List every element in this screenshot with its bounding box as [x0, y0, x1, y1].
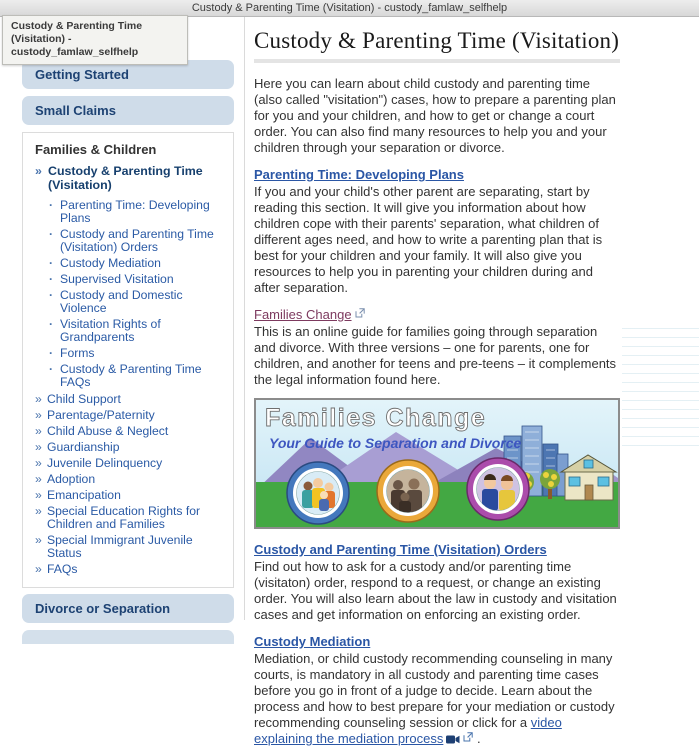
video-camera-icon — [446, 735, 460, 744]
tooltip-line-1: Custody & Parenting Time (Visitation) - — [11, 20, 143, 45]
banner-title: Families Change — [265, 404, 487, 432]
sidebar-subitem-supervised-visitation[interactable]: · Supervised Visitation — [49, 273, 228, 286]
intro-paragraph: Here you can learn about child custody and parenting time (also called "visitation") cases, how to prepare a parenting plan for you and your children, and how to get or change a court order. You can also find many resources to help you and your children through your separation or divorce. — [254, 76, 616, 155]
sidebar-item-guardianship[interactable]: » Guardianship — [35, 441, 228, 454]
sidebar-active-item-label: Custody & Parenting Time (Visitation) — [48, 164, 203, 192]
sidebar-item-emancipation[interactable]: » Emancipation — [35, 489, 228, 502]
sidebar-item-child-abuse-neglect[interactable]: » Child Abuse & Neglect — [35, 425, 228, 438]
link-families-change[interactable] — [254, 307, 365, 322]
sidebar-subitem-forms[interactable]: · Forms — [49, 347, 228, 360]
sidebar-item-parentage-paternity[interactable]: » Parentage/Paternity — [35, 409, 228, 422]
sidebar-button-divorce-separation[interactable]: Divorce or Separation — [22, 594, 234, 623]
parenting-time-paragraph: If you and your child's other parent are separating, start by reading this section. It will give you information about how children cope with their parents' separation, what children of different ages need, and how to write a parenting plan that is best for your children and your family. It will also give you resources to help you in parenting your children during and after separation. — [254, 184, 603, 295]
tab-tooltip — [2, 15, 188, 65]
main-content — [254, 28, 620, 746]
sidebar-subitem-faqs[interactable]: · Custody & Parenting Time FAQs — [49, 363, 228, 389]
sidebar-section-families-children — [22, 132, 234, 588]
mediation-video-label: video explaining the mediation process — [254, 715, 562, 746]
medallion-children — [287, 462, 349, 524]
sidebar-subitem-grandparents-rights[interactable]: · Visitation Rights of Grandparents — [49, 318, 228, 344]
banner-subtitle: Your Guide to Separation and Divorce — [269, 435, 522, 451]
sidebar-item-child-support[interactable]: » Child Support — [35, 393, 228, 406]
sidebar-button-partial[interactable] — [22, 630, 234, 644]
sidebar-button-getting-started[interactable]: Getting Started — [22, 60, 234, 89]
link-parenting-time-developing-plans[interactable]: Parenting Time: Developing Plans — [254, 167, 464, 182]
page-title: Custody & Parenting Time (Visitation) — [254, 28, 620, 53]
families-change-banner[interactable] — [254, 398, 620, 529]
sidebar-subitem-visitation-orders[interactable]: · Custody and Parenting Time (Visitation) Orders — [49, 228, 228, 254]
visitation-orders-paragraph: Find out how to ask for a custody and/or parenting time (visitaton) order, respond to a request, or change an existing order. You will also learn about the law in custody and visitation cases and get information on enforcing an existing order. — [254, 559, 617, 622]
sidebar-navigation — [22, 60, 234, 620]
link-custody-visitation-orders[interactable]: Custody and Parenting Time (Visitation) Orders — [254, 542, 547, 557]
medallion-couple — [467, 458, 529, 520]
mediation-text-end: . — [473, 731, 481, 746]
sidebar-button-small-claims[interactable]: Small Claims — [22, 96, 234, 125]
mediation-text: Mediation, or child custody recommending counseling in many courts, is mandatory in all custody and parenting time cases before you go in front of a judge to decide. Learn about the process and how to best prepare for your mediation or custody recommending counseling session or click for a — [254, 651, 615, 730]
custody-mediation-paragraph — [254, 651, 620, 747]
sidebar-section-title[interactable]: Families & Children — [35, 142, 157, 157]
families-change-banner-image — [256, 400, 618, 527]
sidebar-sublist — [35, 199, 228, 389]
external-link-icon — [463, 732, 473, 742]
sidebar-item-special-education-rights[interactable]: » Special Education Rights for Children and Families — [35, 505, 228, 531]
families-change-paragraph: This is an online guide for families going through separation and divorce. With three versions – one for parents, one for children, and another for teens and pre-teens – it complements the legal information found here. — [254, 324, 617, 387]
chevron-right-icon: » — [35, 164, 42, 178]
sidebar-sibling-list — [35, 393, 228, 576]
faint-ruled-lines — [622, 328, 699, 454]
sidebar-subitem-custody-mediation[interactable]: · Custody Mediation — [49, 257, 228, 270]
sidebar-subitem-parenting-time-plans[interactable]: · Parenting Time: Developing Plans — [49, 199, 228, 225]
medallion-family-photo — [377, 460, 439, 522]
sidebar-item-juvenile-delinquency[interactable]: » Juvenile Delinquency — [35, 457, 228, 470]
tooltip-line-2: custody_famlaw_selfhelp — [11, 46, 139, 58]
sidebar-item-custody-parenting-time[interactable] — [35, 165, 228, 192]
content-divider — [244, 17, 245, 620]
sidebar-item-special-immigrant-juvenile[interactable]: » Special Immigrant Juvenile Status — [35, 534, 228, 560]
families-change-label: Families Change — [254, 307, 352, 322]
title-rule — [254, 59, 620, 63]
sidebar-subitem-custody-domestic-violence[interactable]: · Custody and Domestic Violence — [49, 289, 228, 315]
sidebar-item-faqs[interactable]: » FAQs — [35, 563, 228, 576]
sidebar-item-adoption[interactable]: » Adoption — [35, 473, 228, 486]
external-link-icon — [355, 308, 365, 318]
window-title: Custody & Parenting Time (Visitation) - custody_famlaw_selfhelp — [191, 2, 508, 14]
link-custody-mediation[interactable]: Custody Mediation — [254, 634, 371, 649]
